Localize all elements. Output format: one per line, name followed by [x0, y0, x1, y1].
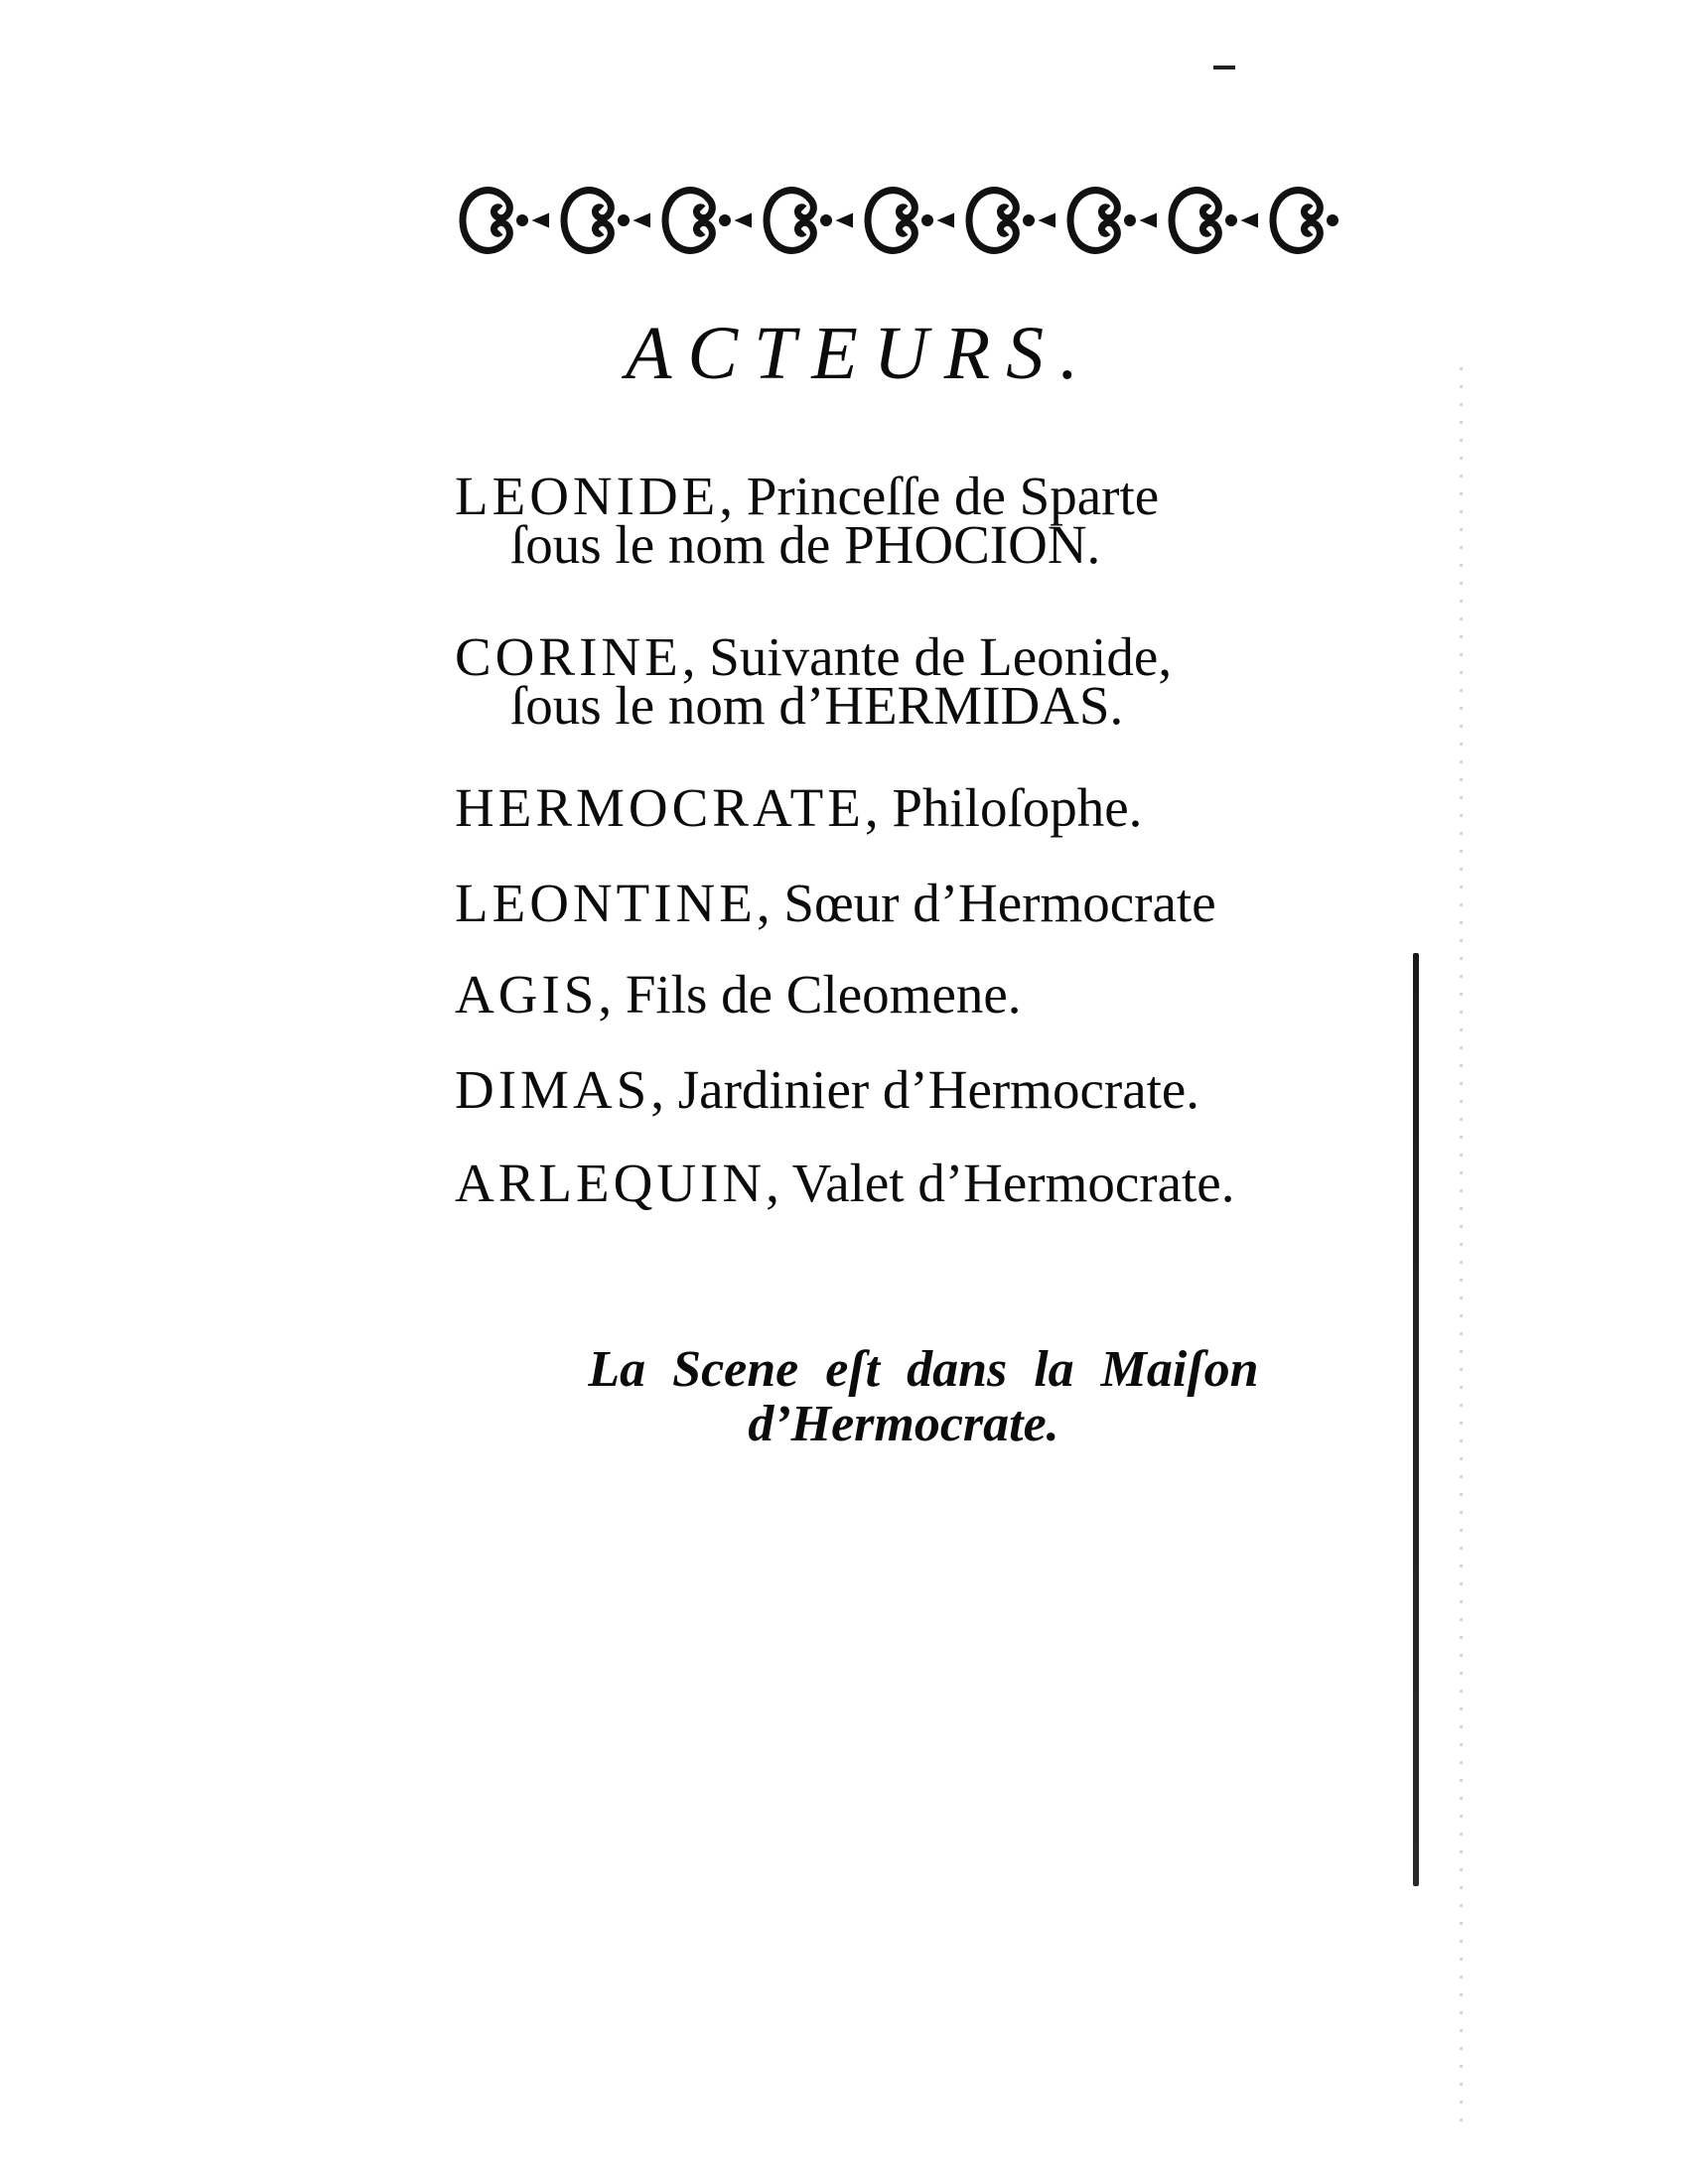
cast-entry-arlequin	[455, 1153, 1408, 1213]
character-description: , Valet d’Hermocrate.	[766, 1153, 1235, 1213]
scan-edge-shadow	[1413, 953, 1419, 1886]
character-description-continued: ſous le nom de PHOCION.	[510, 514, 1101, 575]
character-description: , Philoſophe.	[864, 777, 1143, 838]
cast-entry-corine	[455, 626, 1408, 736]
page-title: ACTEURS.	[626, 312, 1095, 395]
page-mark	[1213, 66, 1235, 69]
fleuron-unit	[463, 191, 548, 251]
cast-entry-leontine	[455, 873, 1408, 933]
scene-note	[526, 1343, 1321, 1451]
cast-entry-dimas	[455, 1059, 1408, 1120]
character-description-continued: ſous le nom d’HERMIDAS.	[510, 675, 1124, 736]
character-description: , Suivante de Leonide,	[681, 626, 1173, 687]
character-description: , Jardinier d’Hermocrate.	[650, 1059, 1200, 1120]
scan-gutter-noise	[1460, 367, 1463, 2124]
cast-entry-hermocrate	[455, 777, 1408, 838]
scene-note-line: La Scene eſt dans la Maiſon	[588, 1341, 1259, 1398]
character-name: CORINE	[455, 626, 682, 687]
character-name: ARLEQUIN	[455, 1153, 767, 1213]
character-name: DIMAS	[455, 1059, 651, 1120]
character-name: AGIS	[455, 964, 599, 1024]
character-description: , Fils de Cleomene.	[598, 964, 1022, 1024]
cast-entry-leonide	[455, 466, 1408, 575]
scene-note-line: d’Hermocrate.	[748, 1395, 1059, 1452]
character-name: LEONTINE	[455, 873, 757, 933]
fleuron-ornament-band	[453, 171, 1360, 270]
character-description: , Sœur d’Hermocrate	[756, 873, 1216, 933]
character-name: HERMOCRATE	[455, 777, 865, 838]
cast-entry-agis	[455, 964, 1408, 1024]
character-description: , Princeſſe de Sparte	[719, 466, 1160, 526]
character-name: LEONIDE	[455, 466, 720, 526]
